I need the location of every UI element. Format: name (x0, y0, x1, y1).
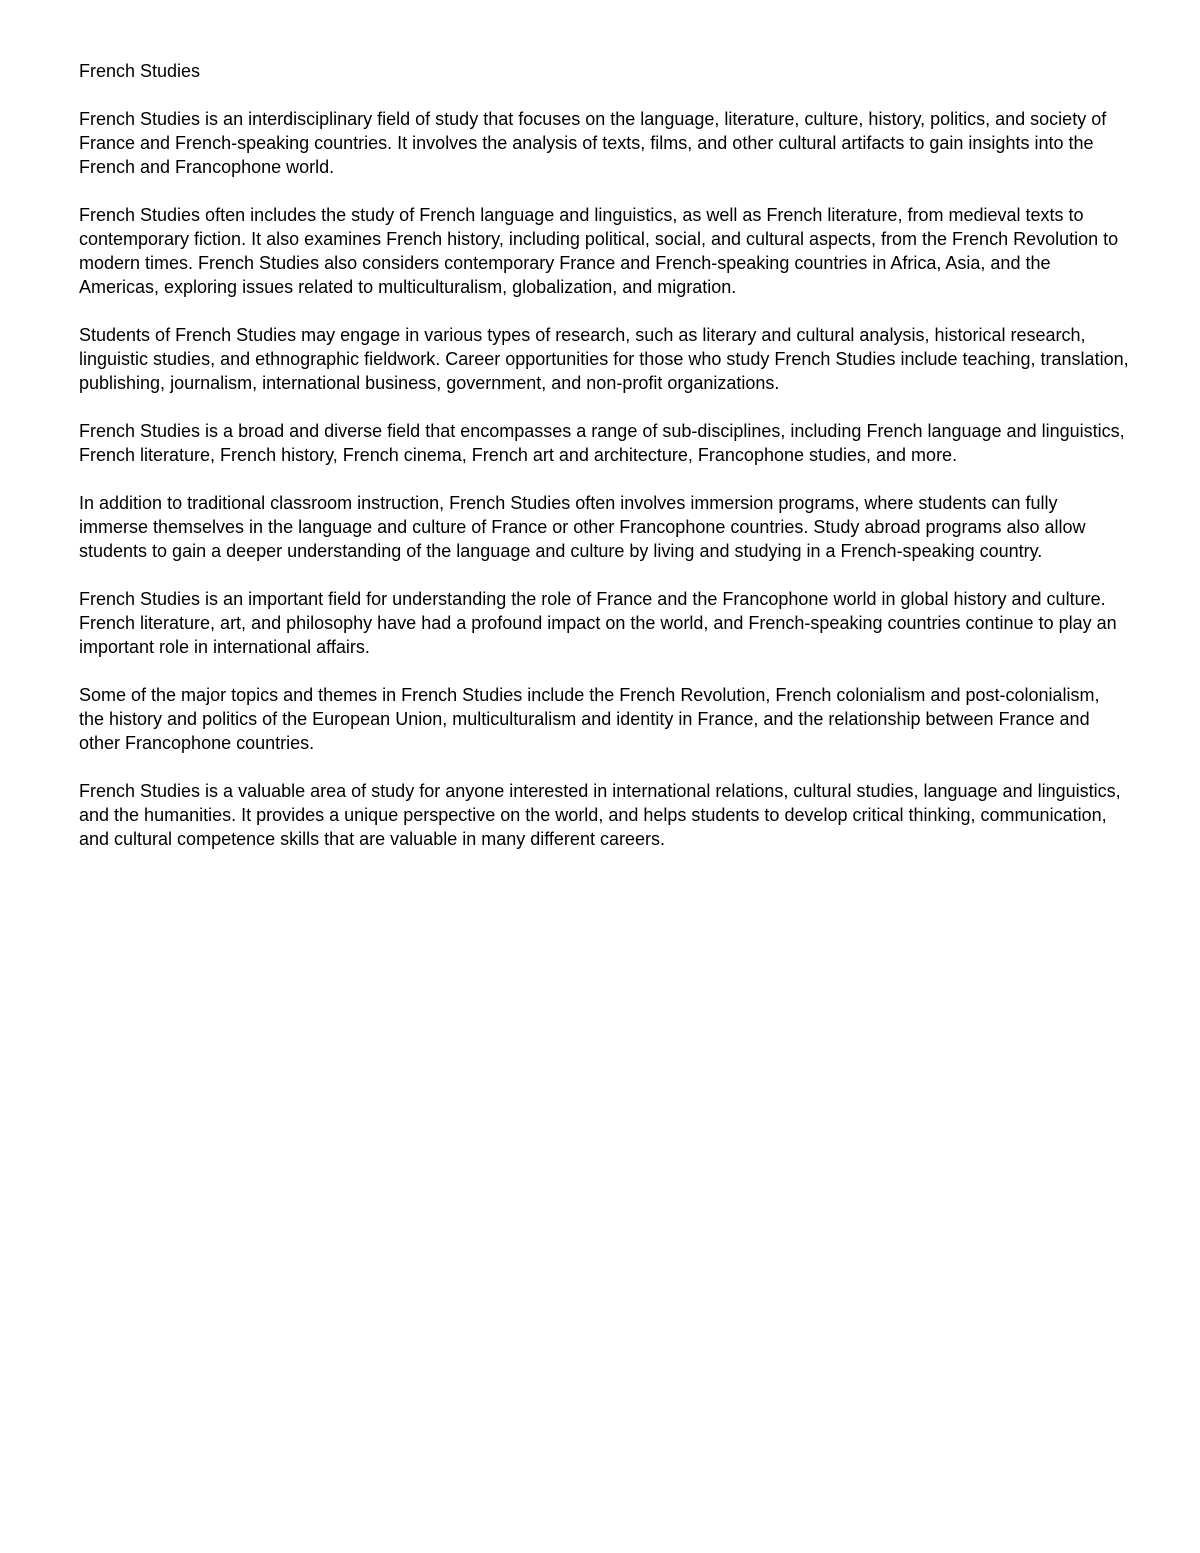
paragraph-3: Students of French Studies may engage in various types of research, such as literary and cultural analysis, historical research, linguistic studies, and ethnographic fieldwork. Career opportunities for those who study French Studies include teaching, translation, publishing, journalism, international business, government, and non-profit organizations. (79, 325, 1129, 393)
paragraph-6: French Studies is an important field for understanding the role of France and the Francophone world in global history and culture. French literature, art, and philosophy have had a profound impact on the world, and French-speaking countries continue to play an important role in international affairs. (79, 589, 1117, 657)
paragraph-4: French Studies is a broad and diverse field that encompasses a range of sub-disciplines, including French language and linguistics, French literature, French history, French cinema, French art and architecture, Francophone studies, and more. (79, 421, 1125, 465)
paragraph-8: French Studies is a valuable area of study for anyone interested in international relations, cultural studies, language and linguistics, and the humanities. It provides a unique perspective on the world, and helps students to develop critical thinking, communication, and cultural competence skills that are valuable in many different careers. (79, 781, 1121, 849)
document-title: French Studies (79, 61, 201, 81)
paragraph-1: French Studies is an interdisciplinary field of study that focuses on the language, literature, culture, history, politics, and society of France and French-speaking countries. It involves the analysis of texts, films, and other cultural artifacts to gain insights into the French and Francophone world. (79, 109, 1107, 177)
paragraph-7: Some of the major topics and themes in French Studies include the French Revolution, French colonialism and post-colonialism, the history and politics of the European Union, multiculturalism and identity in France, and the relationship between France and other Francophone countries. (79, 685, 1100, 753)
paragraph-2: French Studies often includes the study of French language and linguistics, as well as French literature, from medieval texts to contemporary fiction. It also examines French history, including political, social, and cultural aspects, from the French Revolution to modern times. French Studies also considers contemporary France and French-speaking countries in Africa, Asia, and the Americas, exploring issues related to multiculturalism, globalization, and migration. (79, 205, 1119, 297)
document-body (79, 59, 1129, 875)
paragraph-5: In addition to traditional classroom instruction, French Studies often involves immersion programs, where students can fully immerse themselves in the language and culture of France or other Francophone countries. Study abroad programs also allow students to gain a deeper understanding of the language and culture by living and studying in a French-speaking country. (79, 493, 1086, 561)
